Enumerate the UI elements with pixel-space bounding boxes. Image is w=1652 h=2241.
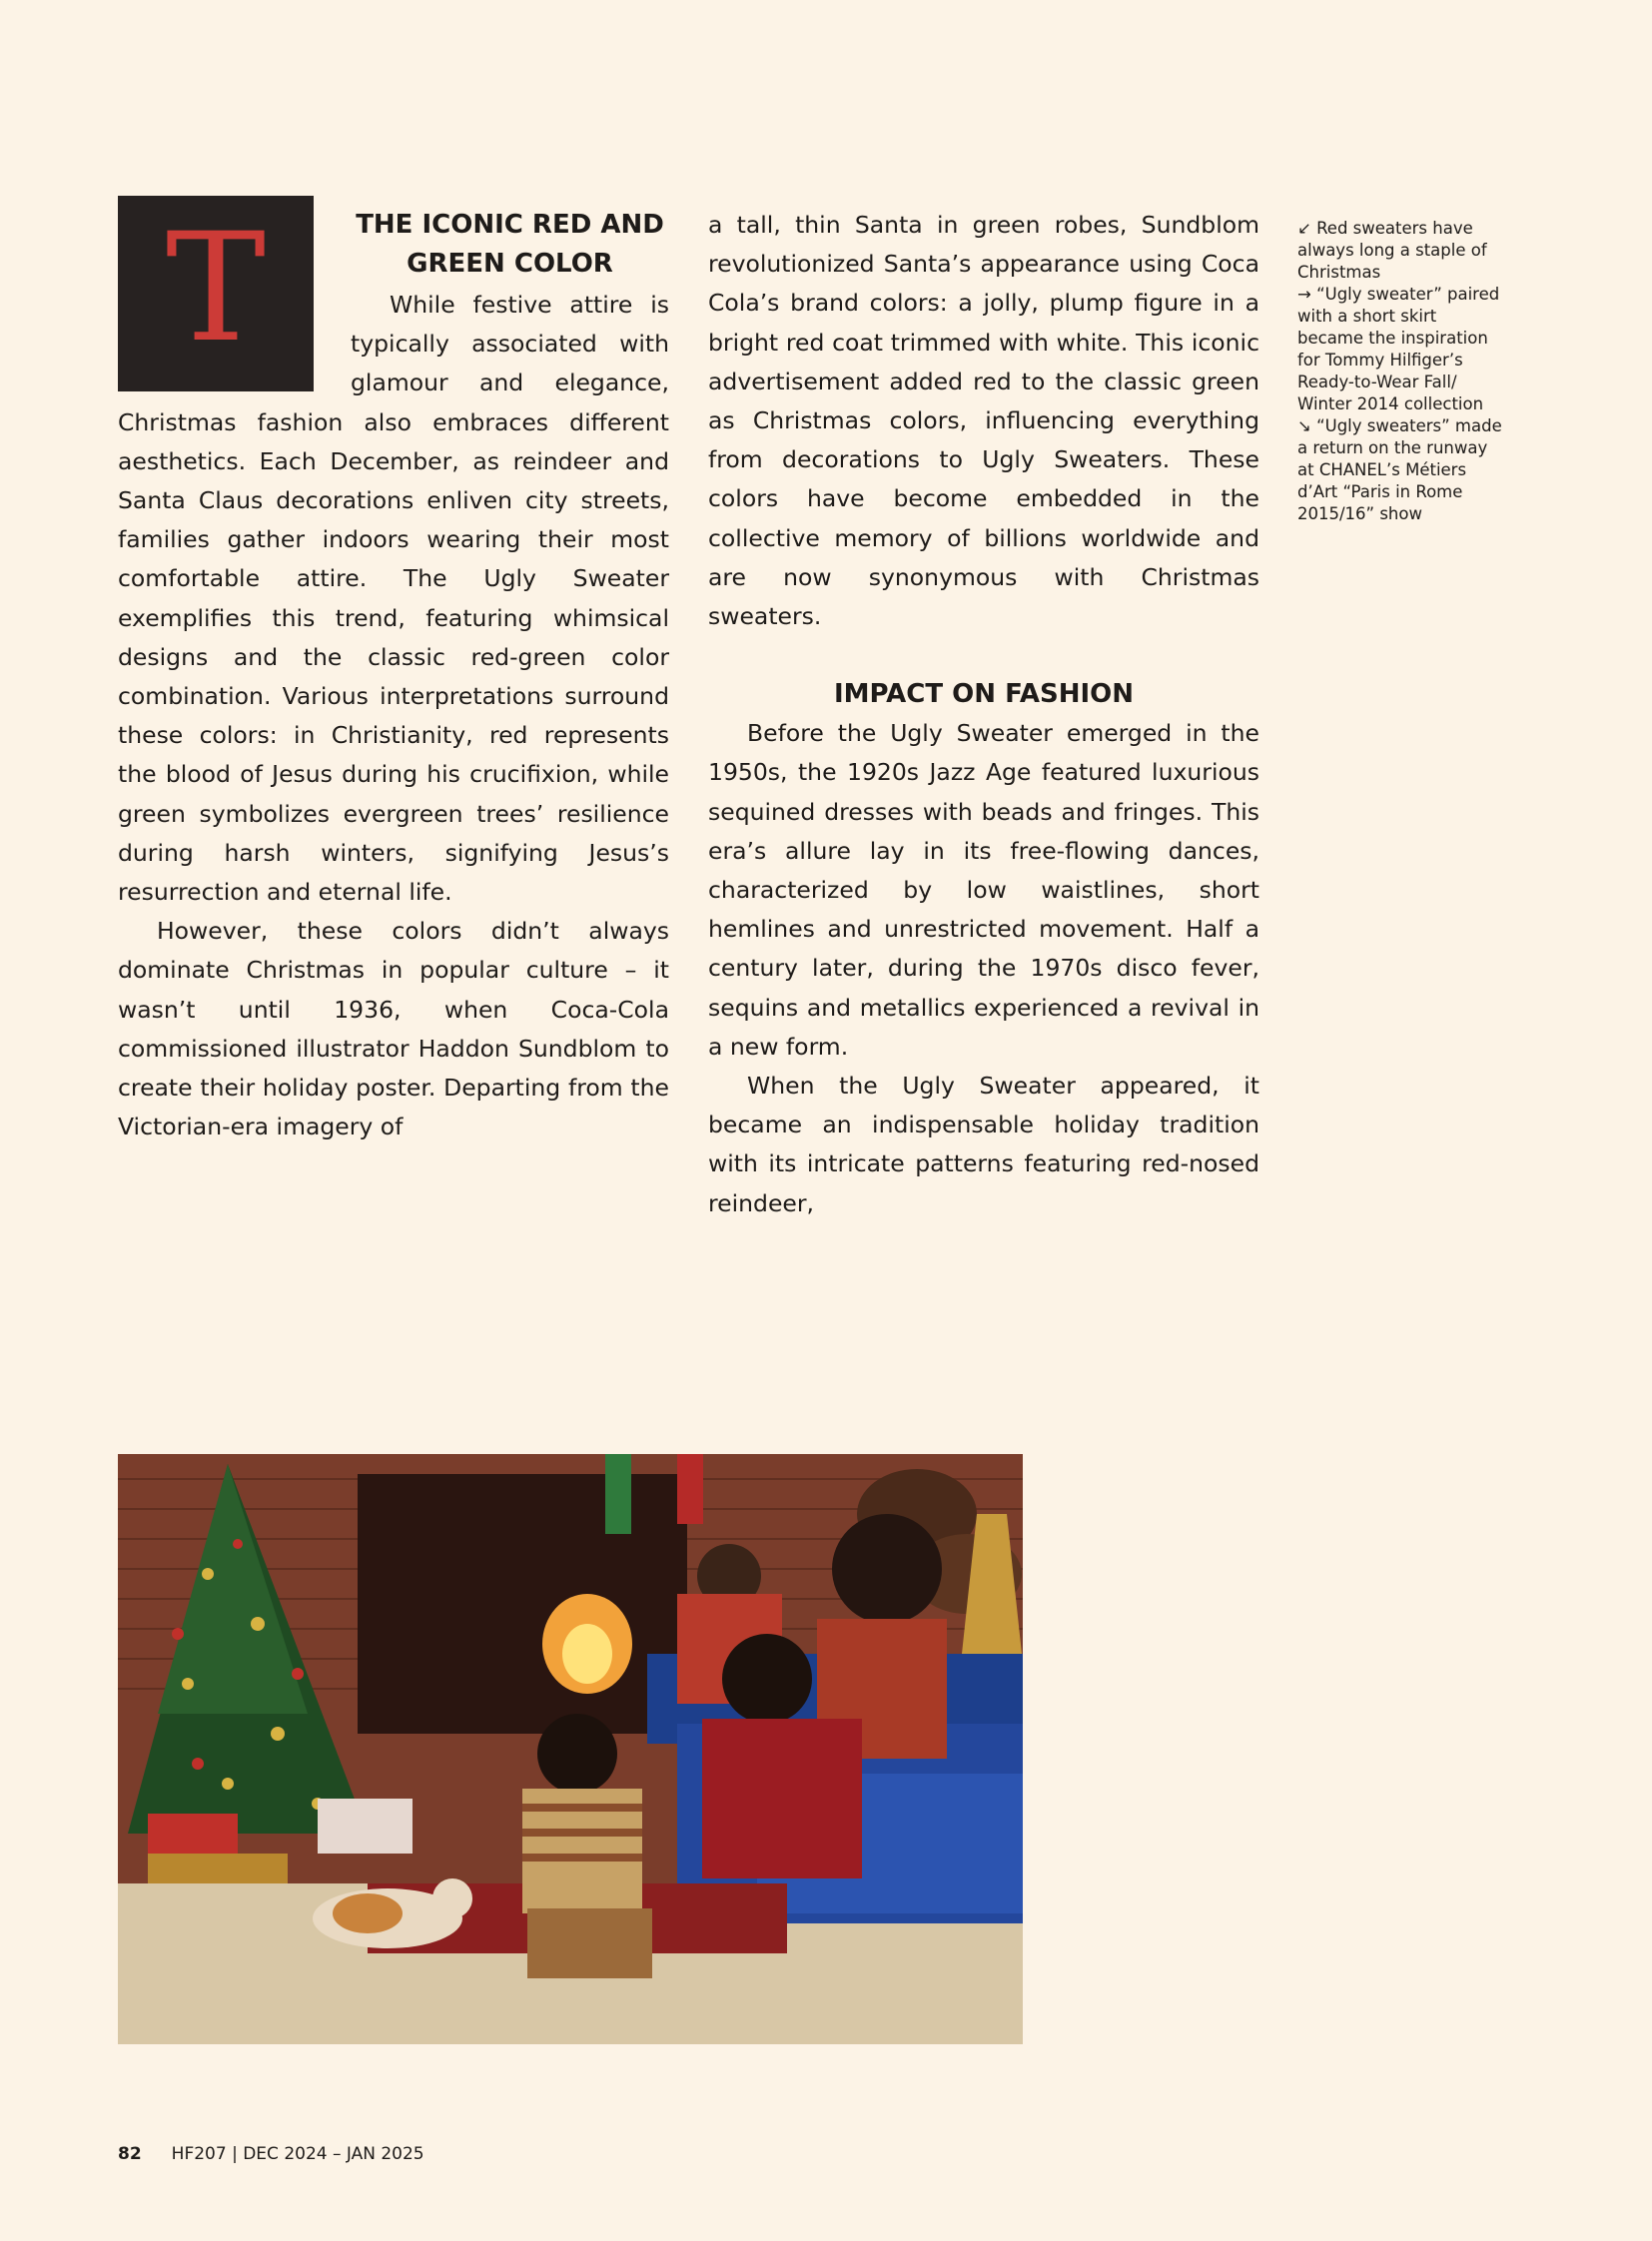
page-footer <box>118 2143 424 2165</box>
article-column-2 <box>708 206 1259 1223</box>
article-column-1 <box>118 196 669 1146</box>
caption-1: ↙ Red sweaters have always long a staple of Christmas <box>1297 219 1487 282</box>
caption-2: → “Ugly sweater” paired with a short skirt became the inspiration for Tommy Hilfiger’s Ready-to-Wear Fall/ Winter 2014 collection <box>1297 285 1500 413</box>
col2-paragraph-3: When the Ugly Sweater appeared, it became an indispensable holiday tradition with its intricate patterns featuring red-nosed reindeer, <box>708 1072 1259 1217</box>
section-heading-color: THE ICONIC RED AND GREEN COLOR <box>356 210 664 279</box>
family-christmas-photo <box>118 1454 1023 2044</box>
issue-info: HF207 | DEC 2024 – JAN 2025 <box>171 2144 424 2164</box>
col1-paragraph-1: While festive attire is typically associated with glamour and elegance, Christmas fashion also embraces different aesthetics. Each December, as reindeer and Santa Claus decorations enliven city streets, families gather indoors wearing their most comfortable attire. The Ugly Sweater exemplifies this trend, featuring whimsical designs and the classic red-green color combination. Various interpretations surround these colors: in Christianity, red represents the blood of Jesus during his crucifixion, while green symbolizes evergreen trees’ resilience during harsh winters, signifying Jesus’s resurrection and eternal life. <box>118 291 669 907</box>
col1-paragraph-2: However, these colors didn’t always dominate Christmas in popular culture – it wasn’t until 1936, when Coca-Cola commissioned illustrator Haddon Sundblom to create their holiday poster. Departing from the Victorian-era imagery of <box>118 917 669 1141</box>
drop-cap-letter: T <box>165 202 267 375</box>
drop-cap <box>118 196 314 391</box>
section-heading-fashion: IMPACT ON FASHION <box>833 679 1135 710</box>
caption-3: ↘ “Ugly sweaters” made a return on the runway at CHANEL’s Métiers d’Art “Paris in Rome 2015/16” show <box>1297 416 1502 523</box>
photo-illustration <box>118 1454 1023 2044</box>
col2-paragraph-2: Before the Ugly Sweater emerged in the 1950s, the 1920s Jazz Age featured luxurious sequined dresses with beads and fringes. This era’s allure lay in its free-flowing dances, characterized by low waistlines, short hemlines and unrestricted movement. Half a century later, during the 1970s disco fever, sequins and metallics experienced a revival in a new form. <box>708 719 1259 1061</box>
page-number: 82 <box>118 2144 142 2164</box>
photo-captions <box>1297 218 1507 525</box>
col2-paragraph-1: a tall, thin Santa in green robes, Sundblom revolutionized Santa’s appearance using Coca Cola’s brand colors: a jolly, plump figure in a bright red coat trimmed with white. This iconic advertisement added red to the classic green as Christmas colors, influencing everything from decorations to Ugly Sweaters. These colors have become embedded in the collective memory of billions worldwide and are now synonymous with Christmas sweaters. <box>708 211 1259 631</box>
